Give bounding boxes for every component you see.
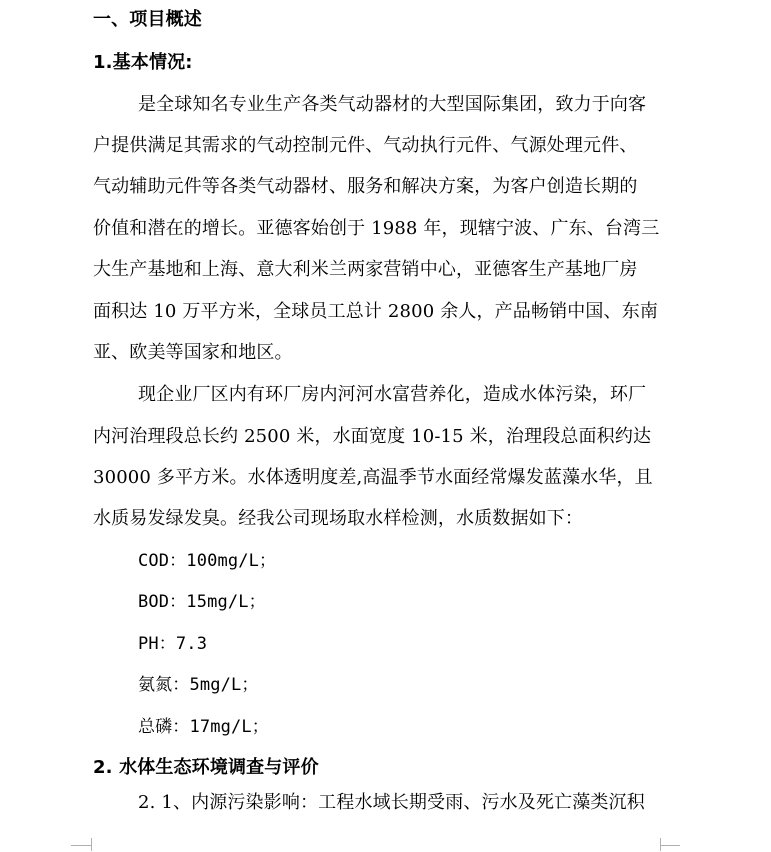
paragraph-line: 是全球知名专业生产各类气动器材的大型国际集团，致力于向客 xyxy=(138,94,647,115)
basic-info-heading: 1.基本情况: xyxy=(93,52,193,73)
section-title: 一、项目概述 xyxy=(93,9,202,30)
paragraph-line: 水质易发绿发臭。经我公司现场取水样检测，水质数据如下： xyxy=(93,508,584,529)
paragraph-line: 30000 多平方米。水体透明度差,高温季节水面经常爆发蓝藻水华，且 xyxy=(93,467,653,488)
paragraph-line: 现企业厂区内有环厂房内河河水富营养化，造成水体污染，环厂 xyxy=(138,384,647,405)
page-corner-mark xyxy=(660,838,661,851)
page-corner-mark xyxy=(91,838,92,851)
paragraph-line: 大生产基地和上海、意大利米兰两家营销中心，亚德客生产基地厂房 xyxy=(93,259,638,280)
total-phosphorus-value: 总磷：17mg/L； xyxy=(138,717,269,737)
paragraph-line: 价值和潜在的增长。亚德客始创于 1988 年，现辖宁波、广东、台湾三 xyxy=(93,218,660,239)
paragraph-line: 2. 1、内源污染影响：工程水域长期受雨、污水及死亡藻类沉积 xyxy=(138,792,645,813)
paragraph-line: 内河治理段总长约 2500 米，水面宽度 10-15 米，治理段总面积约达 xyxy=(93,426,652,447)
cod-value: COD：100mg/L； xyxy=(138,551,277,571)
bod-value: BOD：15mg/L； xyxy=(138,592,266,612)
ammonia-nitrogen-value: 氨氮：5mg/L； xyxy=(138,675,259,695)
paragraph-line: 亚、欧美等国家和地区。 xyxy=(93,342,293,363)
paragraph-line: 户提供满足其需求的气动控制元件、气动执行元件、气源处理元件、 xyxy=(93,135,638,156)
section2-heading: 2. 水体生态环境调查与评价 xyxy=(93,757,319,778)
ph-value: PH：7.3 xyxy=(138,634,208,654)
paragraph-line: 气动辅助元件等各类气动器材、服务和解决方案，为客户创造长期的 xyxy=(93,176,638,197)
paragraph-line: 面积达 10 万平方米，全球员工总计 2800 余人，产品畅销中国、东南 xyxy=(93,301,658,322)
